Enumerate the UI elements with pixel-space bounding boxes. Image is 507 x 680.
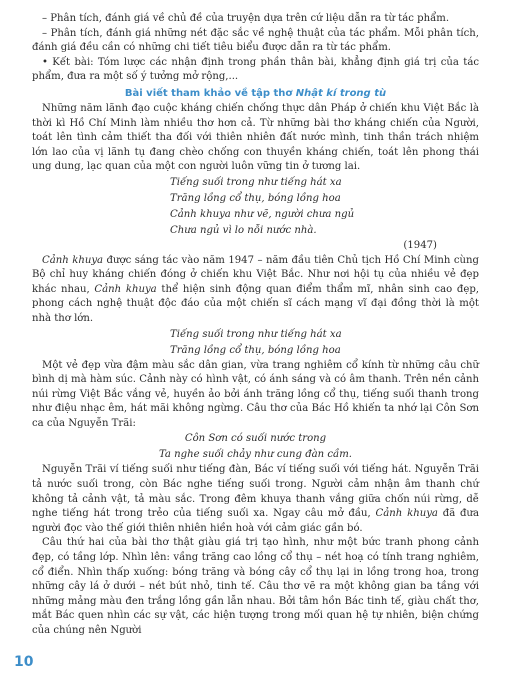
poem-line: Tiếng suối trong như tiếng hát xa: [170, 328, 342, 340]
paragraph-text: Nguyễn Trãi ví tiếng suối như tiếng đàn, Bác ví tiếng suối với tiếng hát. Nguyễn Trãi tả nước suối trong, còn Bác nghe tiếng suối trong. Người cảm nhận âm thanh chứ không tả cảnh vật, tả màu sắc. Trong đêm khuya thanh vắng giữa chốn núi rừng, dễ nghe tiếng hát trong trẻo của tiếng suối xa. Ngay câu mở đầu,: [32, 464, 479, 520]
poem-canh-khuya: [32, 175, 479, 239]
poem-line: Trăng lồng cổ thụ, bóng lồng hoa: [170, 344, 341, 356]
section-title-book: Nhật kí trong tù: [295, 87, 387, 99]
poem-title-ref: Cảnh khuya: [375, 508, 438, 520]
section-title-prefix: Bài viết tham khảo về tập thơ: [124, 87, 293, 99]
poem-line: Tiếng suối trong như tiếng hát xa: [170, 176, 342, 188]
poem-line: Côn Sơn có suối nước trong: [184, 433, 327, 445]
poem-title-ref: Cảnh khuya: [94, 283, 157, 295]
paragraph-comparison: [32, 463, 479, 536]
paragraph-text: được sáng tác vào năm 1947 – năm đầu tiên Chủ tịch Hồ Chí Minh cùng Bộ chỉ huy kháng chiến đóng ở chiến khu Việt Bắc. Như nơi hội tụ của nhiều vẻ đẹp khác nhau,: [32, 254, 480, 295]
section-title: [32, 86, 479, 101]
poem-line: Trăng lồng cổ thụ, bóng lồng hoa: [170, 192, 341, 204]
page-number: 10: [14, 654, 34, 670]
bullet-conclusion: • Kết bài: Tóm lược các nhận định trong phần thân bài, khẳng định giá trị của tác phẩm, đưa ra một số ý tưởng mở rộng,...: [32, 56, 479, 83]
paragraph-second-line: Câu thứ hai của bài thơ thật giàu giá trị tạo hình, như một bức tranh phong cảnh đẹp, có tầng lớp. Nhìn lên: vầng trăng cao lồng cổ thụ – nét hoạ có tính trang nghiêm, cổ điển. Nhìn thấp xuống: bóng trăng và bóng cây cổ thụ lại in lồng trong hoa, trong những cây lá ở dưới – nét bút nhỏ, tinh tế. Câu thơ vẽ ra một không gian ba tầng với những mảng màu đen trắng lồng gần lẫn nhau. Bởi tâm hồn Bác tinh tế, giàu chất thơ, mắt Bác quen nhìn các sự vật, các hiện tượng trong mối quan hệ tự nhiên, biện chứng của chúng nên Người: [32, 537, 479, 636]
paragraph-canh-khuya: [32, 254, 479, 327]
poem-line: Chưa ngủ vì lo nỗi nước nhà.: [170, 224, 317, 236]
poem-line: Cảnh khuya như vẽ, người chưa ngủ: [170, 208, 355, 220]
poem-excerpt: [32, 327, 479, 359]
poem-con-son: [32, 431, 479, 463]
poem-title-ref: Cảnh khuya: [42, 254, 104, 266]
paragraph-analysis: Một vẻ đẹp vừa đậm màu sắc dân gian, vừa trang nghiêm cổ kính từ những câu chữ bình dị mà hàm súc. Cảnh này có hình vật, có ánh sáng và có âm thanh. Trên nền cảnh núi rừng Việt Bắc vắng vẻ, huyền ảo bởi ánh trăng lồng cổ thụ, tiếng suối thanh trong như điệu nhạc êm, hát mãi không ngừng. Câu thơ của Bác Hồ khiến ta nhớ lại Côn Sơn ca của Nguyễn Trãi:: [32, 359, 479, 429]
paragraph-intro: Những năm lãnh đạo cuộc kháng chiến chống thực dân Pháp ở chiến khu Việt Bắc là thời kì Hồ Chí Minh làm nhiều thơ hơn cả. Từ những bài thơ kháng chiến của Người, toát lên tình cảm thiết tha đối với thiên nhiên đất nước mình, tinh thần trách nhiệm lớn lao của vị lãnh tụ đang chèo chống con thuyền kháng chiến, toát lên phong thái ung dung, lạc quan của một con người luôn vững tin ở tương lai.: [32, 102, 479, 173]
bullet-art: – Phân tích, đánh giá những nét đặc sắc về nghệ thuật của tác phẩm. Mỗi phân tích, đánh giá đều cần có những chi tiết tiêu biểu được dẫn ra từ tác phẩm.: [32, 27, 479, 54]
bullet-theme: – Phân tích, đánh giá về chủ đề của truyện dựa trên cứ liệu dẫn ra từ tác phẩm.: [42, 13, 450, 24]
poem-year: (1947): [403, 239, 437, 251]
paragraph-text: thể hiện sinh động quan điểm thẩm mĩ, nhân sinh cao đẹp, phong cách nghệ thuật độc đáo của một chiến sĩ cách mạng vĩ đại đồng thời là một nhà thơ lớn.: [32, 283, 479, 324]
poem-line: Ta nghe suối chảy như cung đàn cầm.: [158, 449, 353, 461]
paragraph-text: đã đưa người đọc vào thế giới thiên nhiên hiền hoà với cảm giác gần bó.: [32, 508, 479, 534]
